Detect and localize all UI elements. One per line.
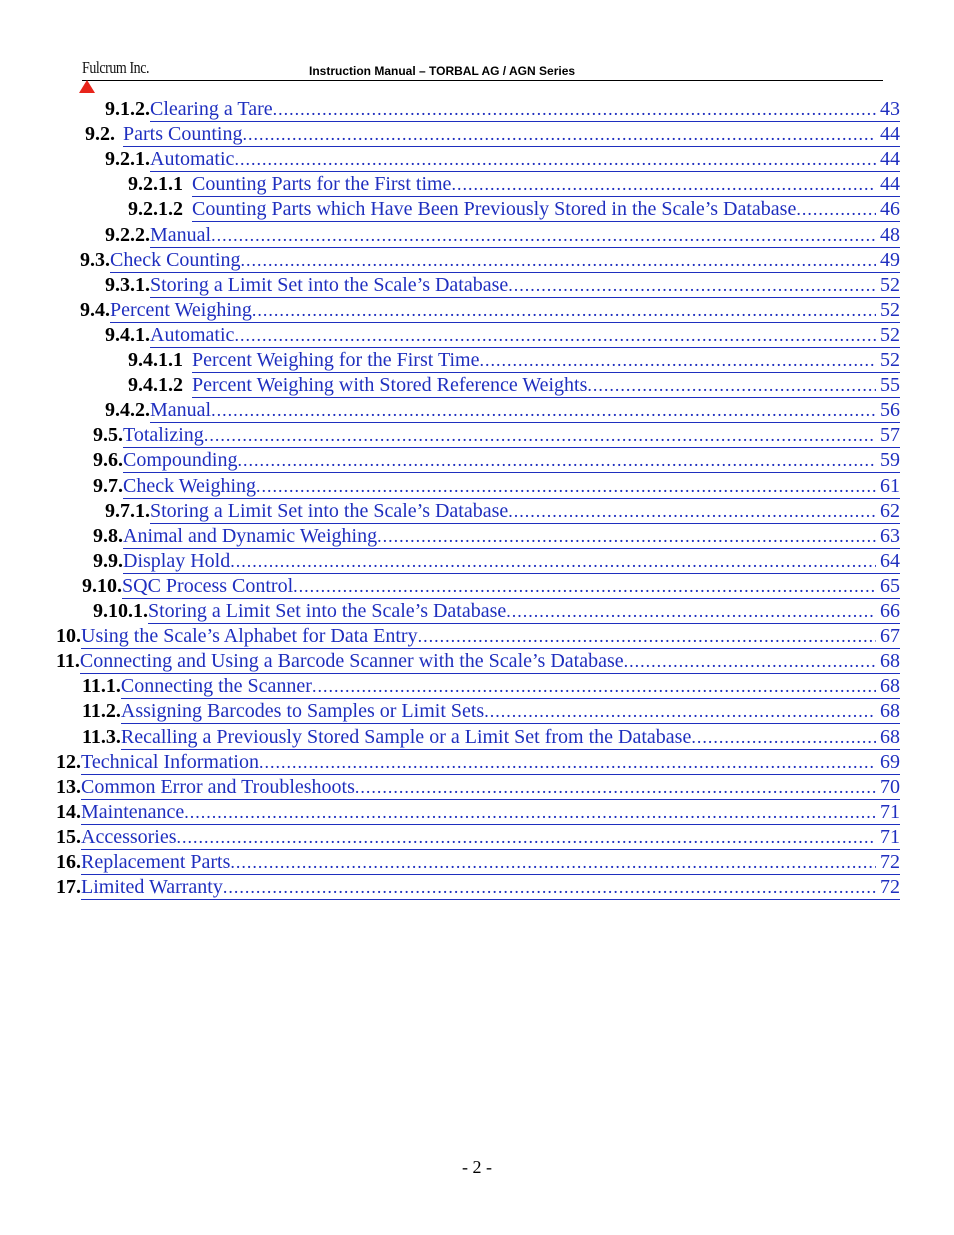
toc-link[interactable] <box>123 122 900 147</box>
toc-section-number: 9.3. <box>80 248 110 271</box>
toc-title: Check Weighing <box>123 474 256 497</box>
toc-link[interactable] <box>81 750 900 775</box>
toc-entry[interactable] <box>128 348 900 372</box>
toc-link[interactable] <box>150 147 900 172</box>
toc-dot-leader <box>242 122 876 146</box>
toc-dot-leader <box>234 147 876 171</box>
toc-dot-leader <box>234 323 876 347</box>
toc-link[interactable] <box>122 574 900 599</box>
toc-entry[interactable] <box>105 499 900 523</box>
toc-entry[interactable] <box>80 248 900 272</box>
toc-section-number: 10. <box>56 625 81 648</box>
toc-title: Counting Parts for the First time <box>192 173 452 196</box>
toc-title: Automatic <box>150 323 235 346</box>
toc-page-number: 48 <box>880 223 900 246</box>
toc-dot-leader <box>377 524 876 548</box>
toc-dot-leader <box>204 423 876 447</box>
toc-section-number: 9.2.1.2 <box>128 198 183 221</box>
toc-dot-leader <box>508 273 876 297</box>
toc-section-number: 15. <box>56 825 81 848</box>
toc-page-number: 72 <box>880 851 900 873</box>
toc-dot-leader <box>256 474 876 498</box>
toc-entry[interactable] <box>82 574 900 598</box>
toc-section-number: 9.4.1.2 <box>128 374 183 397</box>
toc-section-number: 9.2.1. <box>105 148 150 171</box>
toc-entry[interactable] <box>56 850 900 874</box>
toc-section-number: 9.10.1. <box>93 600 148 622</box>
toc-section-number: 9.9. <box>93 549 123 572</box>
toc-link[interactable] <box>123 474 900 499</box>
toc-dot-leader <box>624 649 876 673</box>
toc-entry[interactable] <box>56 800 900 824</box>
toc-section-number: 9.8. <box>93 524 123 547</box>
toc-section-number: 11.2. <box>82 700 121 723</box>
toc-entry[interactable] <box>56 775 900 799</box>
toc-link[interactable] <box>81 850 900 875</box>
toc-title: Animal and Dynamic Weighing <box>123 524 378 547</box>
toc-page-number: 57 <box>880 424 900 447</box>
toc-dot-leader <box>211 398 876 422</box>
toc-page-number: 68 <box>880 725 900 748</box>
toc-section-number: 9.4.2. <box>105 399 150 422</box>
company-logo: Fulcrum Inc. <box>82 58 150 77</box>
toc-dot-leader <box>293 574 876 598</box>
toc-page-number: 52 <box>880 298 900 321</box>
toc-title: Technical Information <box>81 750 259 773</box>
toc-section-number: 13. <box>56 775 81 798</box>
toc-link[interactable] <box>121 699 900 724</box>
toc-section-number: 9.4. <box>80 298 110 321</box>
toc-page-number: 67 <box>880 625 900 648</box>
toc-title: Clearing a Tare <box>150 98 273 120</box>
toc-dot-leader <box>506 599 876 623</box>
toc-title: Counting Parts which Have Been Previously Stored in the Scale’s Database <box>192 198 797 221</box>
toc-link[interactable] <box>121 725 900 750</box>
toc-title: Using the Scale’s Alphabet for Data Entry <box>81 625 418 648</box>
toc-section-number: 11.1. <box>82 675 121 698</box>
toc-section-number: 9.2. <box>85 123 115 146</box>
toc-title: Manual <box>150 399 212 422</box>
toc-entry[interactable] <box>56 649 900 673</box>
toc-entry[interactable] <box>93 448 900 472</box>
toc-page-number: 52 <box>880 349 900 371</box>
toc-section-number: 9.4.1.1 <box>128 349 183 371</box>
toc-title: Storing a Limit Set into the Scale’s Database <box>148 600 507 622</box>
toc-link[interactable] <box>123 524 900 549</box>
toc-section-number: 9.10. <box>82 574 122 597</box>
toc-title: Accessories <box>81 825 177 848</box>
toc-page-number: 64 <box>880 549 900 572</box>
toc-title: Connecting and Using a Barcode Scanner with the Scale’s Database <box>79 650 624 673</box>
toc-link[interactable] <box>123 423 900 448</box>
toc-page-number: 63 <box>880 524 900 547</box>
toc-page-number: 62 <box>880 499 900 522</box>
toc-section-number: 17. <box>56 876 81 899</box>
toc-link[interactable] <box>150 97 900 122</box>
toc-entry[interactable] <box>82 699 900 723</box>
toc-page-number: 71 <box>880 825 900 848</box>
toc-link[interactable] <box>110 298 900 323</box>
toc-entry[interactable] <box>105 398 900 422</box>
toc-entry[interactable] <box>82 725 900 749</box>
toc-link[interactable] <box>148 599 900 624</box>
logo-triangle-icon <box>79 80 95 93</box>
toc-page-number: 61 <box>880 474 900 497</box>
toc-title: Common Error and Troubleshoots <box>81 775 355 798</box>
toc-title: Compounding <box>123 449 238 472</box>
toc-entry[interactable] <box>93 423 900 447</box>
toc-link[interactable] <box>123 448 900 473</box>
toc-dot-leader <box>355 775 876 799</box>
toc-dot-leader <box>241 248 876 272</box>
toc-link[interactable] <box>81 825 900 850</box>
toc-title: Percent Weighing for the First Time <box>192 349 480 371</box>
toc-link[interactable] <box>81 875 900 900</box>
toc-dot-leader <box>479 348 876 372</box>
toc-entry[interactable] <box>93 524 900 548</box>
toc-page-number: 71 <box>880 800 900 823</box>
toc-page-number: 65 <box>880 574 900 597</box>
toc-dot-leader <box>184 800 876 824</box>
toc-entry[interactable] <box>56 624 900 648</box>
toc-title: Storing a Limit Set into the Scale’s Database <box>150 499 509 522</box>
toc-page-number: 68 <box>880 650 900 673</box>
toc-page-number: 52 <box>880 323 900 346</box>
toc-link[interactable] <box>150 273 900 298</box>
toc-page-number: 68 <box>880 700 900 723</box>
toc-dot-leader <box>230 549 876 573</box>
header-title: Instruction Manual – TORBAL AG / AGN Series <box>309 64 576 78</box>
toc-page-number: 52 <box>880 273 900 296</box>
toc-section-number: 9.3.1. <box>105 273 150 296</box>
toc-title: Limited Warranty <box>81 876 223 899</box>
toc-dot-leader <box>211 223 876 247</box>
toc-entry[interactable] <box>82 674 900 698</box>
toc-page-number: 43 <box>880 98 900 120</box>
toc-link[interactable] <box>150 323 900 348</box>
toc-link[interactable] <box>192 373 900 398</box>
toc-page-number: 72 <box>880 876 900 899</box>
toc-page-number: 66 <box>880 600 900 622</box>
toc-link[interactable] <box>81 800 900 825</box>
toc-page-number: 44 <box>880 123 900 146</box>
toc-title: Assigning Barcodes to Samples or Limit Sets <box>120 700 485 723</box>
toc-title: Maintenance <box>81 800 185 823</box>
toc-section-number: 12. <box>56 750 81 773</box>
toc-dot-leader <box>177 825 876 849</box>
toc-section-number: 9.1.2. <box>105 98 150 120</box>
toc-entry[interactable] <box>56 750 900 774</box>
toc-title: Percent Weighing with Stored Reference Weights <box>192 374 588 397</box>
toc-section-number: 9.2.2. <box>105 223 150 246</box>
toc-link[interactable] <box>150 398 900 423</box>
toc-section-number: 14. <box>56 800 81 823</box>
toc-section-number: 11. <box>56 650 80 673</box>
toc-entry[interactable] <box>105 223 900 247</box>
toc-link[interactable] <box>110 248 900 273</box>
toc-entry[interactable] <box>128 197 900 221</box>
toc-entry[interactable] <box>105 323 900 347</box>
toc-section-number: 9.2.1.1 <box>128 173 183 196</box>
toc-title: Percent Weighing <box>110 298 252 321</box>
toc-entry[interactable] <box>128 172 900 196</box>
toc-title: Totalizing <box>123 424 204 447</box>
toc-entry[interactable] <box>105 147 900 171</box>
toc-title: Display Hold <box>123 549 231 572</box>
toc-link[interactable] <box>192 197 900 222</box>
toc-dot-leader <box>508 499 876 523</box>
toc-section-number: 9.7.1. <box>105 499 150 522</box>
toc-section-number: 9.6. <box>93 449 123 472</box>
toc-entry[interactable] <box>93 474 900 498</box>
toc-dot-leader <box>223 875 876 899</box>
toc-page-number: 55 <box>880 374 900 397</box>
toc-dot-leader <box>451 172 876 196</box>
toc-dot-leader <box>230 850 876 874</box>
toc-title: Automatic <box>150 148 235 171</box>
toc-title: Connecting the Scanner <box>120 675 312 698</box>
toc-title: Parts Counting <box>123 123 243 146</box>
toc-link[interactable] <box>81 775 900 800</box>
toc-link[interactable] <box>150 499 900 524</box>
toc-entry[interactable] <box>105 97 900 121</box>
toc-link[interactable] <box>192 348 900 373</box>
toc-dot-leader <box>796 197 876 221</box>
toc-dot-leader <box>418 624 876 648</box>
toc-link[interactable] <box>123 549 900 574</box>
toc-entry[interactable] <box>105 273 900 297</box>
toc-page-number: 49 <box>880 248 900 271</box>
toc-dot-leader <box>484 699 876 723</box>
toc-entry[interactable] <box>128 373 900 397</box>
page-header <box>82 58 883 81</box>
toc-page-number: 44 <box>880 148 900 171</box>
toc-entry[interactable] <box>80 298 900 322</box>
toc-dot-leader <box>312 674 876 698</box>
toc-dot-leader <box>237 448 876 472</box>
toc-entry[interactable] <box>56 825 900 849</box>
toc-title: Manual <box>150 223 212 246</box>
toc-section-number: 9.5. <box>93 424 123 447</box>
toc-dot-leader <box>273 97 876 121</box>
toc-dot-leader <box>691 725 876 749</box>
page-number: - 2 - <box>462 1157 492 1177</box>
toc-entry[interactable] <box>56 875 900 899</box>
toc-entry[interactable] <box>93 549 900 573</box>
toc-entry[interactable] <box>85 122 900 146</box>
toc-section-number: 16. <box>56 851 81 873</box>
toc-link[interactable] <box>121 674 900 699</box>
toc-section-number: 9.4.1. <box>105 323 150 346</box>
toc-dot-leader <box>259 750 876 774</box>
toc-page-number: 56 <box>880 399 900 422</box>
toc-title: Check Counting <box>110 248 241 271</box>
toc-page-number: 44 <box>880 173 900 196</box>
toc-title: Replacement Parts <box>81 851 231 873</box>
toc-link[interactable] <box>81 624 900 649</box>
toc-link[interactable] <box>192 172 900 197</box>
toc-page-number: 70 <box>880 775 900 798</box>
toc-page-number: 46 <box>880 198 900 221</box>
toc-title: SQC Process Control <box>122 574 294 597</box>
toc-dot-leader <box>587 373 876 397</box>
toc-page-number: 59 <box>880 449 900 472</box>
toc-link[interactable] <box>80 649 900 674</box>
toc-section-number: 9.7. <box>93 474 123 497</box>
toc-title: Recalling a Previously Stored Sample or a Limit Set from the Database <box>120 725 692 748</box>
toc-entry[interactable] <box>93 599 900 623</box>
toc-page-number: 69 <box>880 750 900 773</box>
toc-title: Storing a Limit Set into the Scale’s Database <box>150 273 509 296</box>
toc-link[interactable] <box>150 223 900 248</box>
toc-page-number: 68 <box>880 675 900 698</box>
toc-section-number: 11.3. <box>82 725 121 748</box>
toc-dot-leader <box>252 298 876 322</box>
